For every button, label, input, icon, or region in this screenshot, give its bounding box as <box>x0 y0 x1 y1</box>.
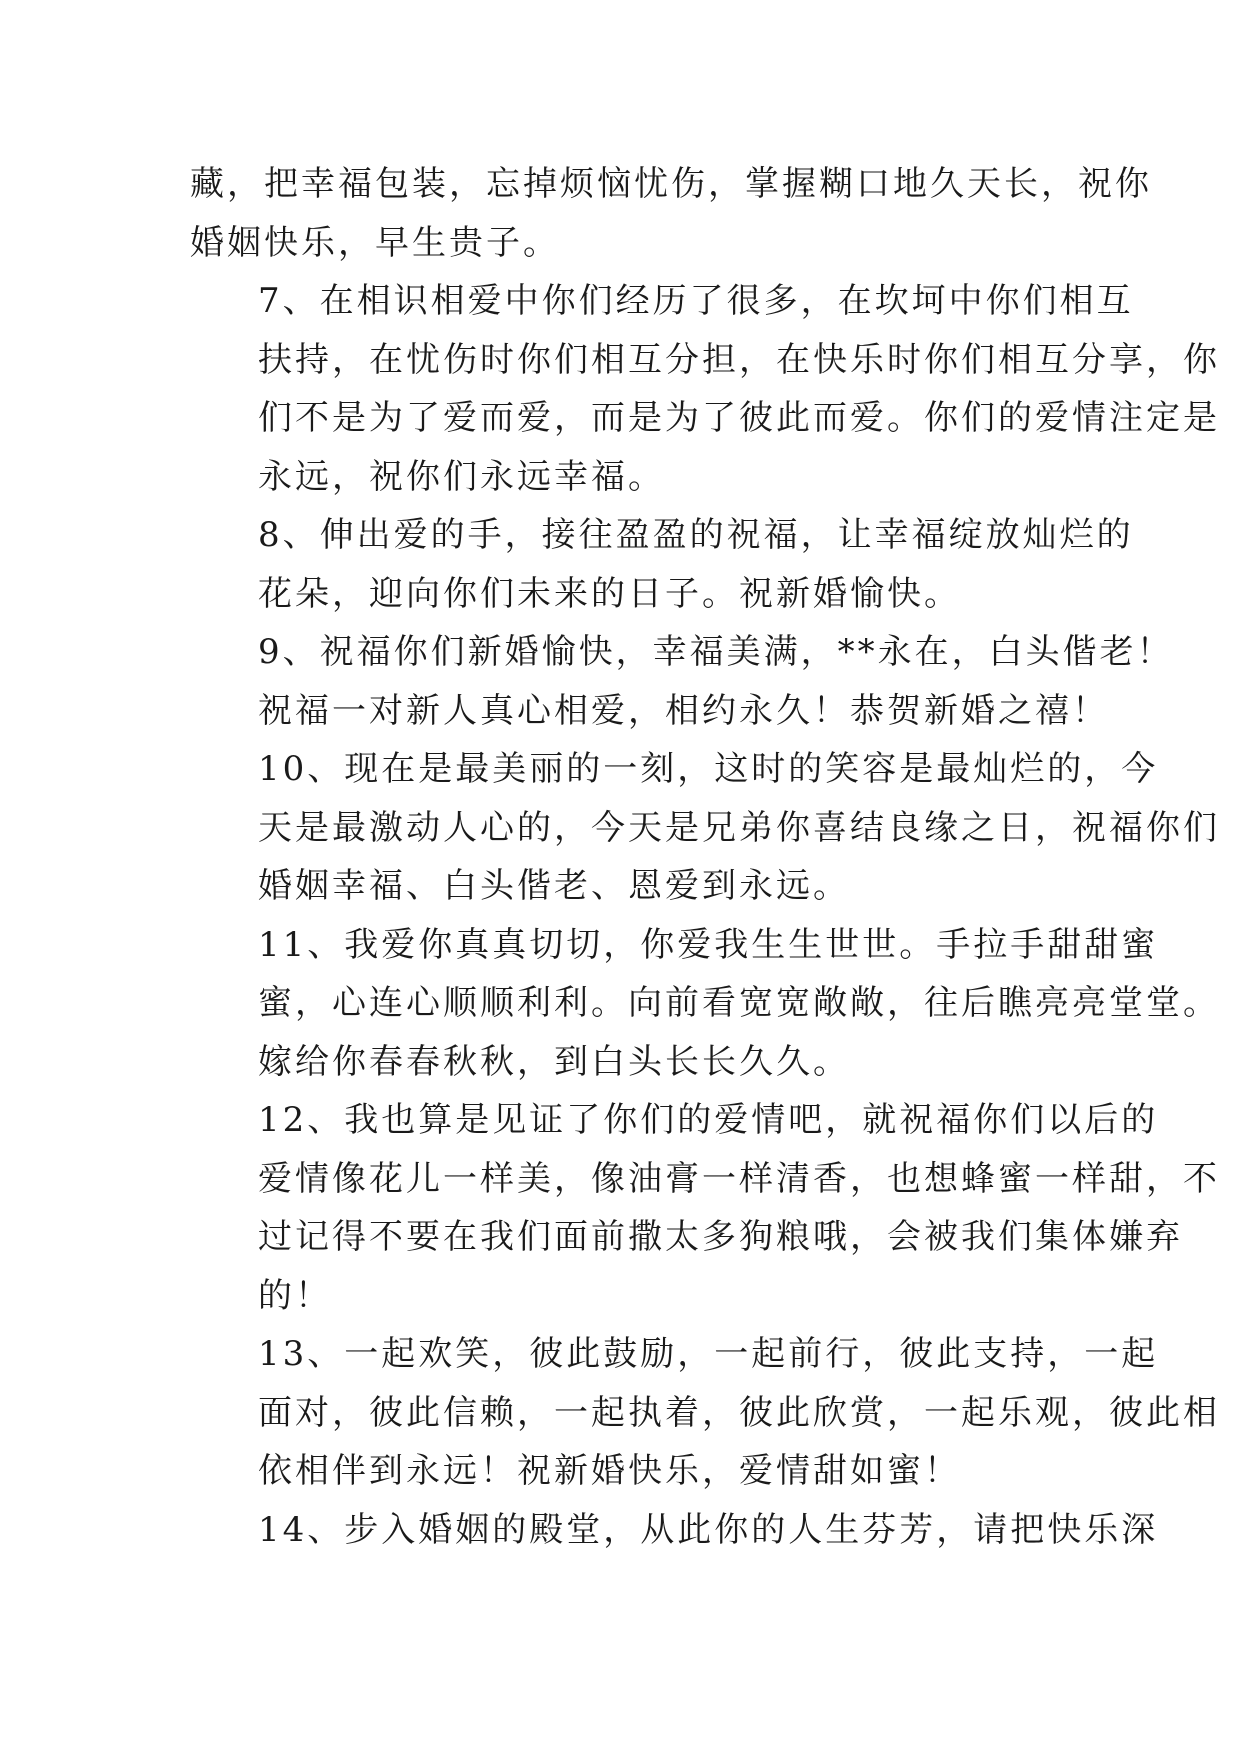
text-line: 祝福一对新人真心相爱，相约永久！恭贺新婚之禧！ <box>258 690 1109 731</box>
text-line: 13、一起欢笑，彼此鼓励，一起前行，彼此支持，一起 <box>258 1334 1159 1374</box>
text-line: 12、我也算是见证了你们的爱情吧，就祝福你们以后的 <box>258 1100 1159 1140</box>
paragraph <box>190 272 1220 506</box>
text-line: 嫁给你春春秋秋，到白头长长久久。 <box>258 1041 850 1082</box>
text-line: 面对，彼此信赖，一起执着，彼此欣赏，一起乐观，彼此相 <box>258 1392 1220 1433</box>
paragraph <box>190 1325 1220 1501</box>
text-line: 花朵，迎向你们未来的日子。祝新婚愉快。 <box>258 573 961 614</box>
paragraph <box>190 740 1220 916</box>
text-line: 的！ <box>258 1275 332 1316</box>
text-line: 们不是为了爱而爱，而是为了彼此而爱。你们的爱情注定是 <box>258 398 1220 438</box>
paragraph <box>190 1501 1159 1560</box>
text-line: 7、在相识相爱中你们经历了很多，在坎坷中你们相互 <box>258 281 1134 321</box>
text-line: 扶持，在忧伤时你们相互分担，在快乐时你们相互分享，你 <box>258 339 1220 380</box>
text-line: 14、步入婚姻的殿堂，从此你的人生芬芳，请把快乐深 <box>258 1509 1159 1550</box>
text-line: 过记得不要在我们面前撒太多狗粮哦，会被我们集体嫌弃 <box>258 1217 1183 1257</box>
text-line: 10、现在是最美丽的一刻，这时的笑容是最灿烂的，今 <box>258 749 1159 789</box>
text-line: 永远，祝你们永远幸福。 <box>258 456 665 497</box>
text-line: 爱情像花儿一样美，像油膏一样清香，也想蜂蜜一样甜，不 <box>258 1158 1220 1199</box>
document-body <box>190 155 1220 1559</box>
paragraph <box>190 155 1152 272</box>
paragraph <box>190 506 1134 623</box>
paragraph <box>190 916 1220 1092</box>
text-line: 婚姻幸福、白头偕老、恩爱到永远。 <box>258 866 850 906</box>
text-line: 婚姻快乐，早生贵子。 <box>190 222 560 263</box>
paragraph <box>190 1091 1220 1325</box>
text-line: 9、祝福你们新婚愉快，幸福美满，**永在，白头偕老！ <box>258 632 1174 672</box>
text-line: 蜜，心连心顺顺利利。向前看宽宽敞敞，往后瞧亮亮堂堂。 <box>258 983 1220 1023</box>
text-line: 依相伴到永远！祝新婚快乐，爱情甜如蜜！ <box>258 1451 961 1491</box>
text-line: 11、我爱你真真切切，你爱我生生世世。手拉手甜甜蜜 <box>258 924 1159 965</box>
text-line: 8、伸出爱的手，接往盈盈的祝福，让幸福绽放灿烂的 <box>258 515 1134 555</box>
paragraph <box>190 623 1174 740</box>
text-line: 藏，把幸福包装，忘掉烦恼忧伤，掌握糊口地久天长，祝你 <box>190 164 1152 204</box>
text-line: 天是最激动人心的，今天是兄弟你喜结良缘之日，祝福你们 <box>258 807 1220 848</box>
